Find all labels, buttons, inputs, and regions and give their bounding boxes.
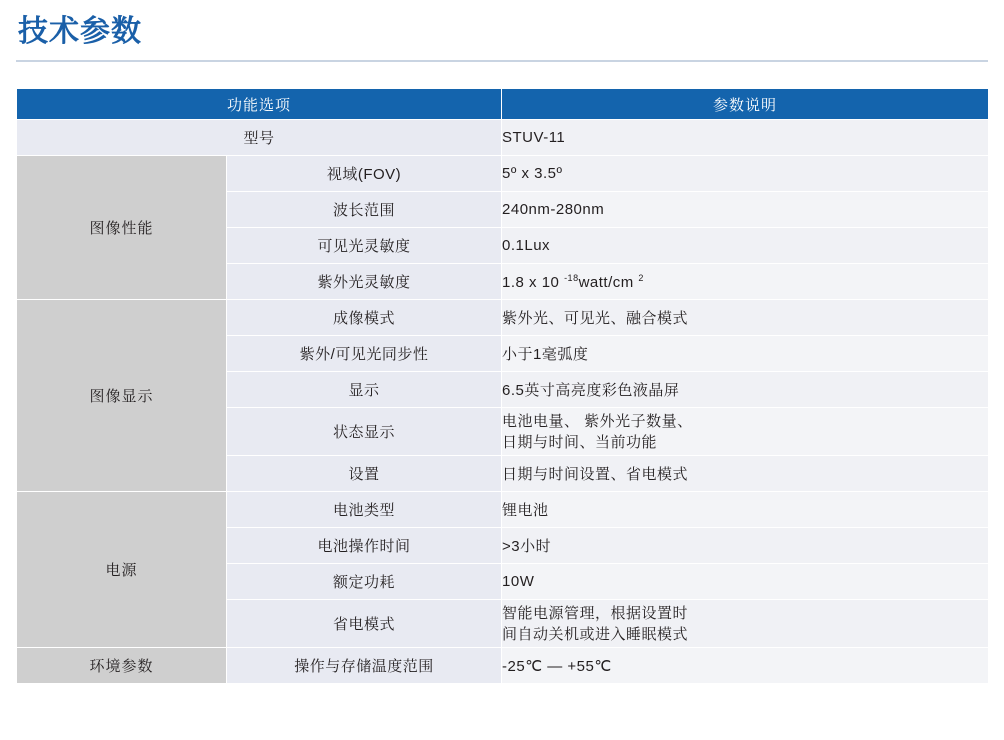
row-label-uv-sensitivity: 紫外光灵敏度 [227,264,502,300]
row-value-temperature-range: -25℃ — +55℃ [502,648,989,684]
power-save-line-1: 智能电源管理，根据设置时 [502,604,689,622]
row-value-battery-time: >3小时 [502,528,989,564]
row-value-power-save-mode [502,600,989,648]
row-label-sync: 紫外/可见光同步性 [227,336,502,372]
table-row [17,648,989,684]
row-label-temperature-range: 操作与存储温度范围 [227,648,502,684]
row-label-status-display: 状态显示 [227,408,502,456]
row-label-battery-time: 电池操作时间 [227,528,502,564]
uv-value-exponent: -18 [564,272,579,283]
row-value-sync: 小于1毫弧度 [502,336,989,372]
row-value-uv-sensitivity [502,264,989,300]
header-parameter-description: 参数说明 [502,89,989,120]
category-power: 电源 [17,492,227,648]
table-header-row [17,89,989,120]
row-value-fov: 5º x 3.5º [502,156,989,192]
row-value-visible-sensitivity: 0.1Lux [502,228,989,264]
table-row [17,156,989,192]
power-save-line-2: 间自动关机或进入睡眠模式 [502,625,689,643]
table-row [17,492,989,528]
category-image-performance: 图像性能 [17,156,227,300]
row-value-power-consumption: 10W [502,564,989,600]
specification-table [16,88,989,684]
title-divider [16,60,988,62]
category-environment: 环境参数 [17,648,227,684]
row-value-wavelength: 240nm-280nm [502,192,989,228]
row-label-imaging-mode: 成像模式 [227,300,502,336]
header-function-option: 功能选项 [17,89,502,120]
row-label-battery-type: 电池类型 [227,492,502,528]
page-title: 技术参数 [18,15,142,48]
row-value-imaging-mode: 紫外光、可见光、融合模式 [502,300,989,336]
uv-value-mantissa: 1.8 x 10 [502,273,565,291]
row-label-power-save-mode: 省电模式 [227,600,502,648]
page-header [16,0,988,62]
category-image-display: 图像显示 [17,300,227,492]
uv-value-unit-exponent: 2 [638,272,644,283]
row-label-fov: 视域(FOV) [227,156,502,192]
row-value-battery-type: 锂电池 [502,492,989,528]
row-label-visible-sensitivity: 可见光灵敏度 [227,228,502,264]
table-row [17,120,989,156]
row-label-power-consumption: 额定功耗 [227,564,502,600]
row-label-wavelength: 波长范围 [227,192,502,228]
row-label-settings: 设置 [227,456,502,492]
row-value-settings: 日期与时间设置、省电模式 [502,456,989,492]
status-display-line-2: 日期与时间、当前功能 [502,433,658,451]
uv-value-unit: watt/cm [578,273,639,291]
row-value-display: 6.5英寸高亮度彩色液晶屏 [502,372,989,408]
row-value-status-display [502,408,989,456]
row-label-model: 型号 [17,120,502,156]
status-display-line-1: 电池电量、 紫外光子数量、 [502,412,693,430]
row-value-model: STUV-11 [502,120,989,156]
row-label-display: 显示 [227,372,502,408]
table-row [17,300,989,336]
